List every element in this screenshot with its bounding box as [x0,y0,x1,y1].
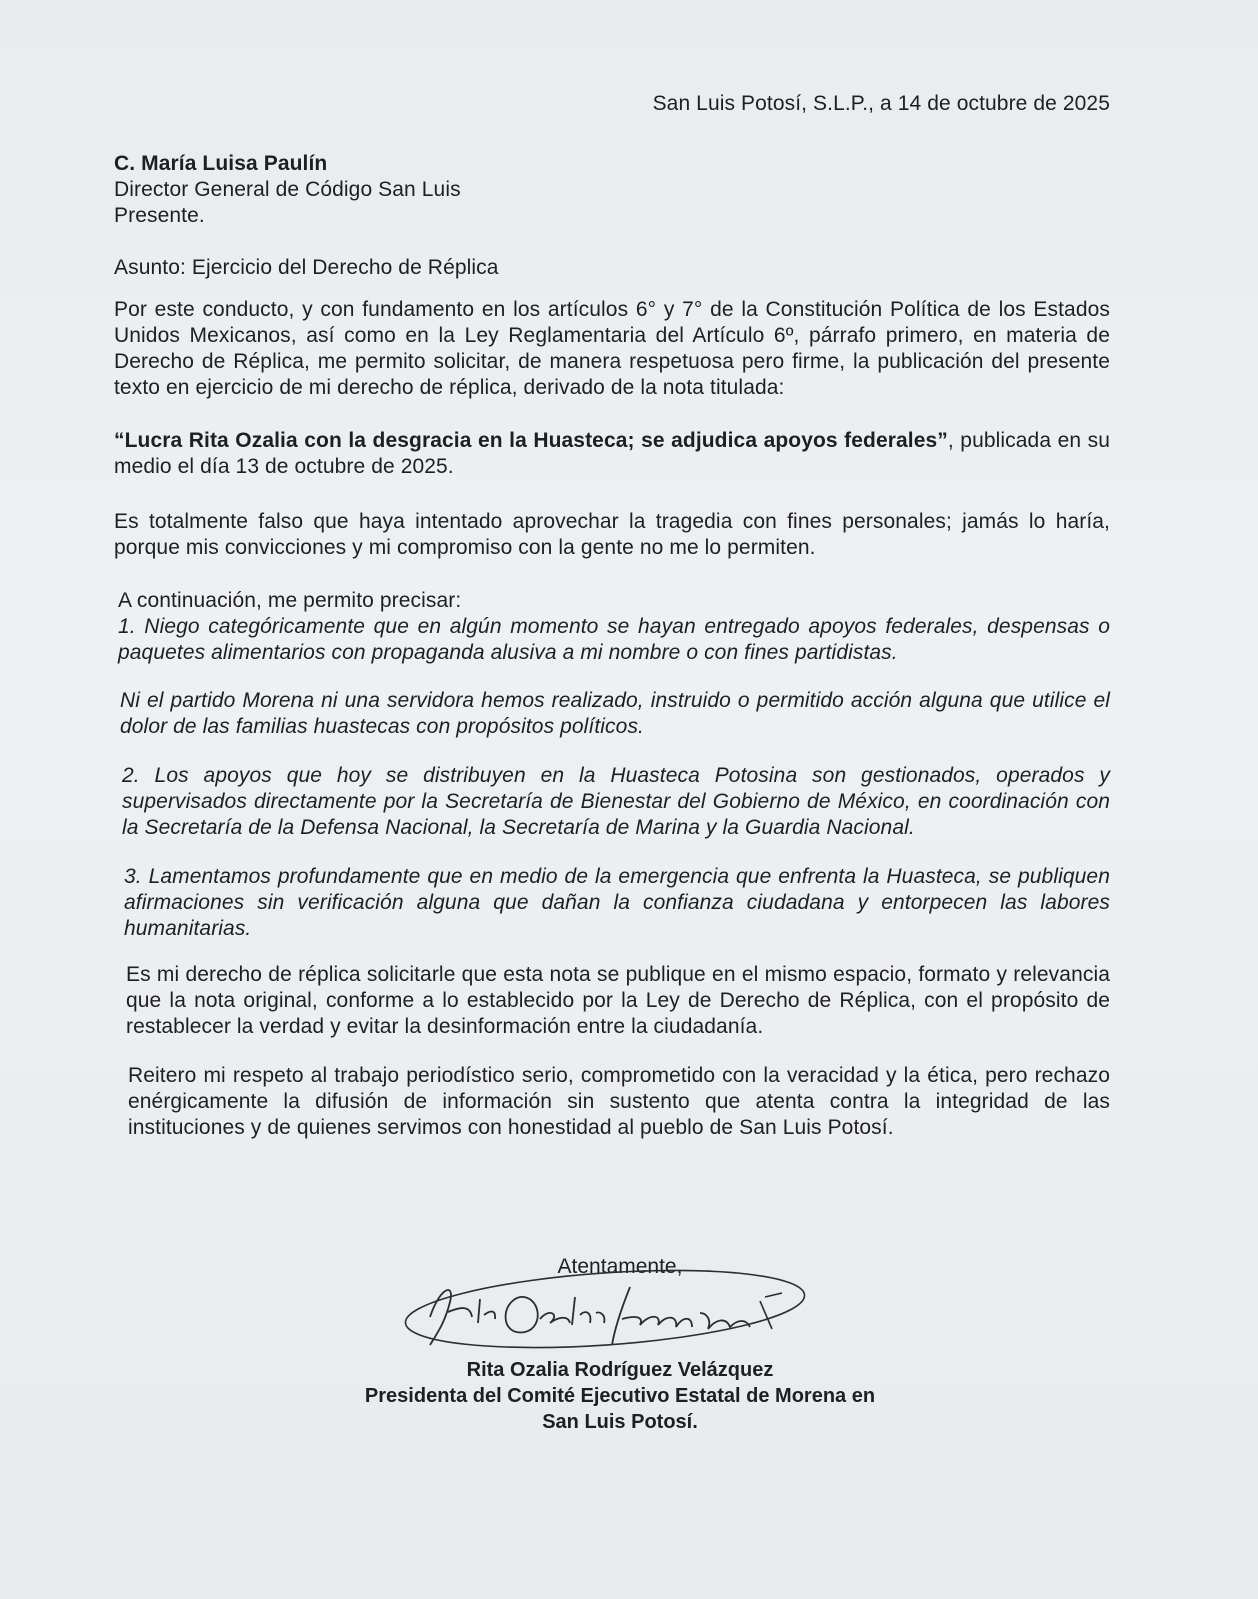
point-1: 1. Niego categóricamente que en algún momento se hayan entregado apoyos federales, despensas o paquetes alimentarios con propaganda alusiva a mi nombre o con fines partidistas. [118,615,1110,664]
subject-line: Asunto: Ejercicio del Derecho de Réplica [114,256,499,279]
request-paragraph: Es mi derecho de réplica solicitarle que esta nota se publique en el mismo espacio, formato y relevancia que la nota original, conforme a lo establecido por la Ley de Derecho de Réplica, con el propósito de restablecer la verdad y evitar la desinformación entre la ciudadanía. [126,963,1110,1038]
addressee-block [114,151,1114,229]
signer-name: Rita Ozalia Rodríguez Velázquez [466,1359,774,1381]
handwritten-signature [400,1257,820,1367]
headline-paragraph [114,428,1110,480]
signer-role-line1: Presidenta del Comité Ejecutivo Estatal de Morena en [364,1385,876,1407]
denial-paragraph: Es totalmente falso que haya intentado aprovechar la tragedia con fines personales; jamás lo haría, porque mis convicciones y mi compromiso con la gente no me lo permiten. [114,510,1110,559]
signer-role-line2: San Luis Potosí. [542,1411,698,1433]
precisions-intro: A continuación, me permito precisar: [118,589,462,612]
point-1-continuation: Ni el partido Morena ni una servidora hemos realizado, instruido o permitido acción alguna que utilice el dolor de las familias huastecas con propósitos políticos. [120,689,1110,738]
signer-details [300,1357,940,1435]
closing-paragraph: Reitero mi respeto al trabajo periodístico serio, comprometido con la veracidad y la ética, pero rechazo enérgicamente la difusión de información sin sustento que atenta contra la integridad de las instituciones y de quienes servimos con honestidad al pueblo de San Luis Potosí. [128,1064,1110,1139]
closing-salutation: Atentamente, [557,1255,683,1278]
point-2: 2. Los apoyos que hoy se distribuyen en la Huasteca Potosina son gestionados, operados y supervisados directamente por la Secretaría de Bienestar del Gobierno de México, en coordinación con la Secretaría de la Defensa Nacional, la Secretaría de Marina y la Guardia Nacional. [122,764,1110,839]
intro-paragraph: Por este conducto, y con fundamento en los artículos 6° y 7° de la Constitución Política de los Estados Unidos Mexicanos, así como en la Ley Reglamentaria del Artículo 6º, párrafo primero, en materia de Derecho de Réplica, me permito solicitar, de manera respetuosa pero firme, la publicación del presente texto en ejercicio de mi derecho de réplica, derivado de la nota titulada: [114,298,1110,399]
recipient-name: C. María Luisa Paulín [114,152,328,175]
recipient-title: Director General de Código San Luis [114,178,461,201]
point-3: 3. Lamentamos profundamente que en medio de la emergencia que enfrenta la Huasteca, se publiquen afirmaciones sin verificación alguna que dañan la confianza ciudadana y entorpecen las labores humanitarias. [124,865,1110,940]
date-line: San Luis Potosí, S.L.P., a 14 de octubre de 2025 [652,92,1110,115]
article-headline: “Lucra Rita Ozalia con la desgracia en la Huasteca; se adjudica apoyos federales” [114,429,948,452]
headline-suffix: , publicada en su medio el día 13 de octubre de 2025. [114,429,1110,478]
recipient-present: Presente. [114,204,205,227]
